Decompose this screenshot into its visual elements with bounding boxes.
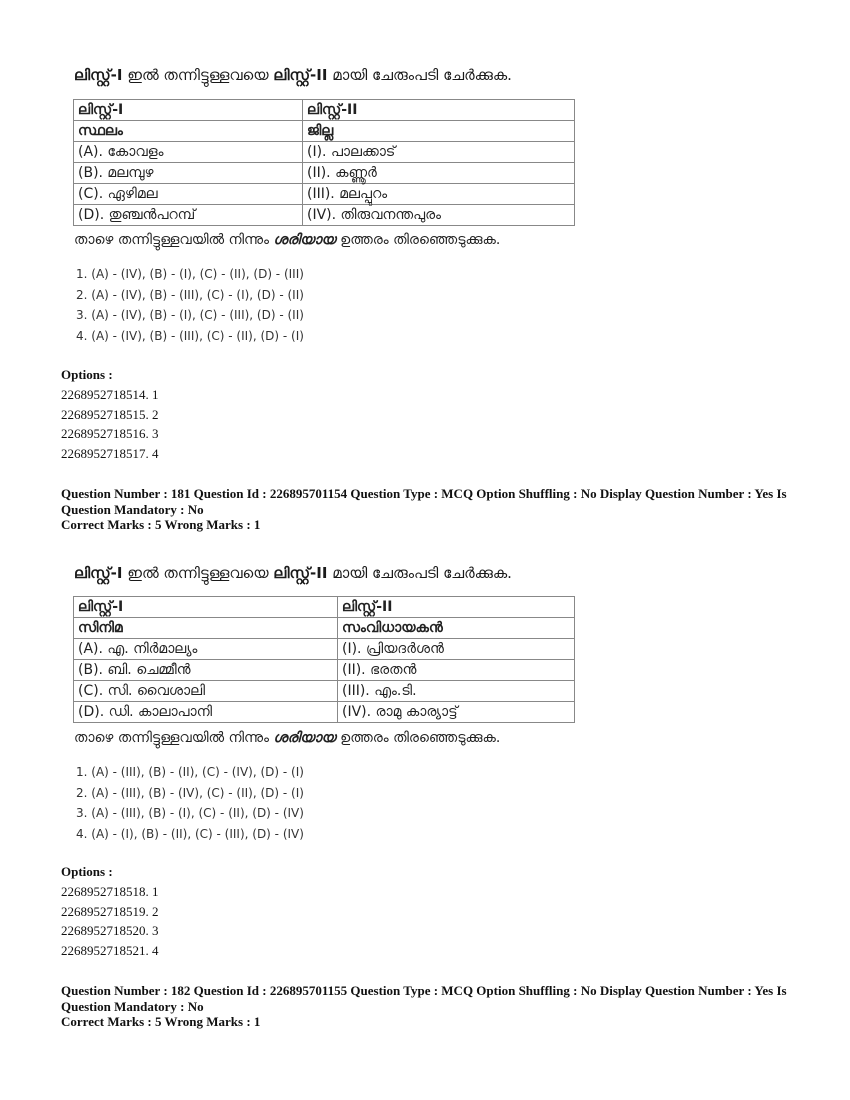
options-list-180 <box>61 385 159 463</box>
answer-choice[interactable]: 2. (A) - (IV), (B) - (III), (C) - (I), (D) - (II) <box>76 287 304 302</box>
table-cell: (A). കോവളം <box>74 142 303 163</box>
table-cell: (C). സി. വൈശാലി <box>74 681 338 702</box>
table-subheader-cell: ജില്ല <box>303 121 575 142</box>
match-table-181 <box>73 596 575 723</box>
table-row <box>74 639 575 660</box>
table-cell: (D). ഡി. കാലാപാനി <box>74 702 338 723</box>
question-marks-line: Correct Marks : 5 Wrong Marks : 1 <box>61 517 261 532</box>
option-id: 2268952718516. 3 <box>61 426 159 441</box>
table-cell: (II). ഭരതൻ <box>338 660 575 681</box>
option-id: 2268952718515. 2 <box>61 406 159 422</box>
options-label-181: Options : <box>61 864 113 879</box>
answer-choices-180 <box>76 264 304 346</box>
table-cell: (IV). തിരുവനന്തപുരം <box>303 205 575 226</box>
table-subheader-row <box>74 618 575 639</box>
answer-choice[interactable]: 2. (A) - (III), (B) - (IV), (C) - (II), (D) - (I) <box>76 785 304 800</box>
table-row <box>74 142 575 163</box>
instruction-text-end: ഉത്തരം തിരഞ്ഞെടുക്കുക. <box>335 730 501 746</box>
instruction-text: താഴെ തന്നിട്ടുള്ളവയിൽ നിന്നും <box>74 232 274 248</box>
answer-choice[interactable]: 1. (A) - (IV), (B) - (I), (C) - (II), (D) - (III) <box>76 267 304 281</box>
table-header-row <box>74 100 575 121</box>
table-row <box>74 184 575 205</box>
table-header-cell: ലിസ്റ്റ്-II <box>338 597 575 618</box>
table-cell: (IV). രാമു കാര്യാട്ട് <box>338 702 575 723</box>
table-row <box>74 205 575 226</box>
prompt-text: ഇൽ തന്നിട്ടുള്ളവയെ <box>122 564 274 582</box>
option-id: 2268952718517. 4 <box>61 445 159 461</box>
instruction-180 <box>74 232 500 248</box>
table-cell: (I). പാലക്കാട് <box>303 142 575 163</box>
list-2-label: ലിസ്റ്റ്-II <box>273 564 328 582</box>
prompt-text-end: മായി ചേരുംപടി ചേർക്കുക. <box>327 66 512 84</box>
table-cell: (B). ബി. ചെമ്മീൻ <box>74 660 338 681</box>
list-1-label: ലിസ്റ്റ്-I <box>74 66 123 84</box>
table-subheader-row <box>74 121 575 142</box>
question-meta-182 <box>61 983 796 1030</box>
table-row <box>74 660 575 681</box>
table-row <box>74 681 575 702</box>
instruction-emphasis: ശരിയായ <box>273 232 336 248</box>
table-header-cell: ലിസ്റ്റ്-I <box>74 100 303 121</box>
table-cell: (I). പ്രിയദർശൻ <box>338 639 575 660</box>
table-subheader-cell: സ്ഥലം <box>74 121 303 142</box>
table-cell: (A). എ. നിർമാല്യം <box>74 639 338 660</box>
match-table-180 <box>73 99 575 226</box>
table-header-cell: ലിസ്റ്റ്-II <box>303 100 575 121</box>
list-1-label: ലിസ്റ്റ്-I <box>74 564 123 582</box>
option-id: 2268952718520. 3 <box>61 923 159 938</box>
table-cell: (II). കണ്ണൂർ <box>303 163 575 184</box>
list-2-label: ലിസ്റ്റ്-II <box>273 66 328 84</box>
question-meta-181 <box>61 486 796 533</box>
question-meta-line: Question Number : 182 Question Id : 226895701155 Question Type : MCQ Option Shuffling : No Display Question Number : Yes Is Question Mandatory : No <box>61 983 787 1014</box>
table-cell: (C). ഏഴിമല <box>74 184 303 205</box>
answer-choices-181 <box>76 762 304 844</box>
prompt-text-end: മായി ചേരുംപടി ചേർക്കുക. <box>327 564 512 582</box>
prompt-text: ഇൽ തന്നിട്ടുള്ളവയെ <box>122 66 274 84</box>
question-marks-line: Correct Marks : 5 Wrong Marks : 1 <box>61 1014 261 1029</box>
instruction-181 <box>74 730 500 746</box>
answer-choice[interactable]: 4. (A) - (I), (B) - (II), (C) - (III), (D) - (IV) <box>76 826 304 841</box>
option-id: 2268952718519. 2 <box>61 903 159 919</box>
answer-choice[interactable]: 3. (A) - (IV), (B) - (I), (C) - (III), (D) - (II) <box>76 308 304 322</box>
table-subheader-cell: സിനിമ <box>74 618 338 639</box>
table-cell: (B). മലമ്പുഴ <box>74 163 303 184</box>
table-row <box>74 163 575 184</box>
question-180-prompt <box>74 66 512 84</box>
answer-choice[interactable]: 4. (A) - (IV), (B) - (III), (C) - (II), (D) - (I) <box>76 328 304 343</box>
option-id: 2268952718518. 1 <box>61 884 159 899</box>
question-181-prompt <box>74 564 512 582</box>
options-list-181 <box>61 882 159 960</box>
answer-choice[interactable]: 1. (A) - (III), (B) - (II), (C) - (IV), (D) - (I) <box>76 765 304 779</box>
table-cell: (III). മലപ്പുറം <box>303 184 575 205</box>
option-id: 2268952718514. 1 <box>61 387 159 402</box>
options-label-180: Options : <box>61 367 113 382</box>
instruction-emphasis: ശരിയായ <box>273 730 336 746</box>
table-cell: (D). തുഞ്ചൻപറമ്പ് <box>74 205 303 226</box>
table-row <box>74 702 575 723</box>
instruction-text-end: ഉത്തരം തിരഞ്ഞെടുക്കുക. <box>335 232 501 248</box>
question-meta-line: Question Number : 181 Question Id : 226895701154 Question Type : MCQ Option Shuffling : No Display Question Number : Yes Is Question Mandatory : No <box>61 486 787 517</box>
table-header-cell: ലിസ്റ്റ്-I <box>74 597 338 618</box>
table-subheader-cell: സംവിധായകൻ <box>338 618 575 639</box>
option-id: 2268952718521. 4 <box>61 942 159 958</box>
table-cell: (III). എം.ടി. <box>338 681 575 702</box>
answer-choice[interactable]: 3. (A) - (III), (B) - (I), (C) - (II), (D) - (IV) <box>76 806 304 820</box>
instruction-text: താഴെ തന്നിട്ടുള്ളവയിൽ നിന്നും <box>74 730 274 746</box>
table-header-row <box>74 597 575 618</box>
